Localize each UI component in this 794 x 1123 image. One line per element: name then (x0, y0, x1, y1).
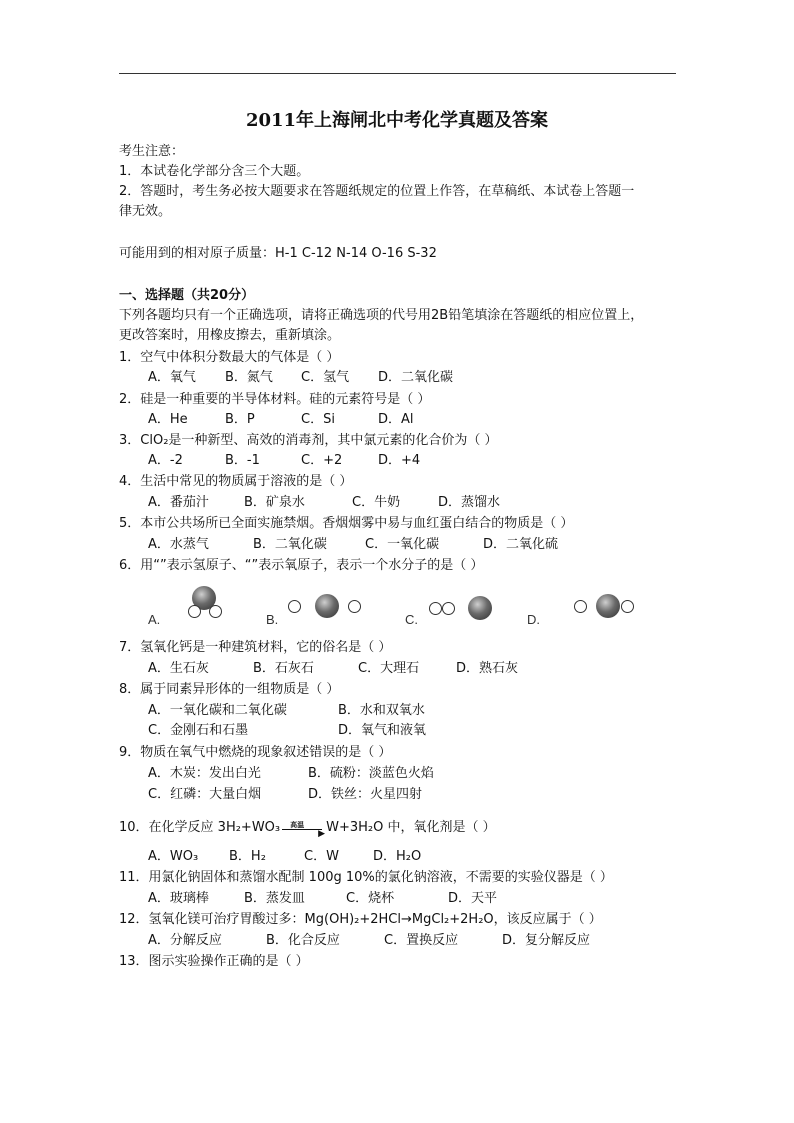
option-label: D. (527, 612, 540, 627)
oxygen-atom-icon (596, 594, 620, 618)
option: A．生石灰 (148, 661, 209, 676)
option: D．铁丝：火星四射 (308, 787, 423, 802)
option: C．W (304, 849, 339, 864)
option: A．木炭：发出白光 (148, 766, 261, 781)
hydrogen-atom-icon (348, 600, 361, 613)
option: A．一氧化碳和二氧化碳 (148, 703, 287, 718)
reaction-condition: 高温 (290, 820, 305, 829)
page-title: 2011年上海闸北中考化学真题及答案 (245, 110, 549, 131)
option: B．水和双氧水 (338, 703, 425, 718)
question-12: 12．氢氧化镁可治疗胃酸过多：Mg(OH)₂+2HCl→MgCl₂+2H₂O，该反应属于（ ） (119, 912, 602, 927)
option: D．蒸馏水 (438, 495, 501, 510)
question-8: 8．属于同素异形体的一组物质是（ ） (119, 682, 340, 697)
option: A．番茄汁 (148, 495, 209, 510)
molecule-option-b (266, 586, 366, 630)
option: C．氢气 (301, 370, 350, 385)
option: B．化合反应 (266, 933, 340, 948)
question-6: 6．用“”表示氢原子、“”表示氧原子，表示一个水分子的是（ ） (119, 558, 484, 573)
option: D．二氧化硫 (483, 537, 559, 552)
question-10-reactants: 10．在化学反应 3H₂+WO₃ (119, 820, 281, 835)
section1-intro-1: 下列各题均只有一个正确选项，请将正确选项的代号用2B铅笔填涂在答题纸的相应位置上， (119, 308, 644, 323)
hydrogen-atom-icon (442, 602, 455, 615)
hydrogen-atom-icon (188, 605, 201, 618)
option: B．蒸发皿 (244, 891, 305, 906)
option-label: B. (266, 612, 279, 627)
option: C．金刚石和石墨 (148, 723, 249, 738)
question-10 (119, 818, 496, 838)
question-3: 3．ClO₂是一种新型、高效的消毒剂，其中氯元素的化合价为（ ） (119, 433, 498, 448)
option: D．氧气和液氧 (338, 723, 427, 738)
option: C．一氧化碳 (365, 537, 440, 552)
question-13: 13．图示实验操作正确的是（ ） (119, 954, 309, 969)
option: D．+4 (378, 453, 421, 468)
option: D．Al (378, 412, 414, 427)
question-10-products: W+3H₂O 中，氧化剂是（ ） (326, 820, 496, 835)
question-1: 1．空气中体积分数最大的气体是（ ） (119, 350, 340, 365)
option: C．置换反应 (384, 933, 459, 948)
option: B．石灰石 (253, 661, 314, 676)
option: C．烧杯 (346, 891, 395, 906)
question-9: 9．物质在氧气中燃烧的现象叙述错误的是（ ） (119, 745, 392, 760)
option: B．氮气 (225, 370, 273, 385)
option: A．水蒸气 (148, 537, 209, 552)
hydrogen-atom-icon (574, 600, 587, 613)
reaction-arrow-icon: 高温 ▶ (280, 821, 326, 835)
option-label: A. (148, 612, 161, 627)
question-11: 11．用氯化钠固体和蒸馏水配制 100g 10%的氯化钠溶液，不需要的实验仪器是（ ） (119, 870, 613, 885)
option: C．牛奶 (352, 495, 401, 510)
question-2: 2．硅是一种重要的半导体材料。硅的元素符号是（ ） (119, 392, 431, 407)
hydrogen-atom-icon (429, 602, 442, 615)
question-7: 7．氢氧化钙是一种建筑材料，它的俗名是（ ） (119, 640, 392, 655)
option: A．氧气 (148, 370, 196, 385)
option: C．+2 (301, 453, 343, 468)
option: B．二氧化碳 (253, 537, 327, 552)
option: A．玻璃棒 (148, 891, 209, 906)
option: A．分解反应 (148, 933, 222, 948)
hydrogen-atom-icon (288, 600, 301, 613)
option: B．-1 (225, 453, 260, 468)
oxygen-atom-icon (468, 596, 492, 620)
option: D．熟石灰 (456, 661, 519, 676)
option: D．天平 (448, 891, 498, 906)
option: A．-2 (148, 453, 183, 468)
notice-line-1: 1．本试卷化学部分含三个大题。 (119, 164, 310, 179)
hydrogen-atom-icon (621, 600, 634, 613)
option-label: C. (405, 612, 418, 627)
atomic-mass-line: 可能用到的相对原子质量：H-1 C-12 N-14 O-16 S-32 (119, 246, 437, 261)
option: B．硫粉：淡蓝色火焰 (308, 766, 434, 781)
question-5: 5．本市公共场所已全面实施禁烟。香烟烟雾中易与血红蛋白结合的物质是（ ） (119, 516, 574, 531)
molecule-option-a (148, 586, 238, 630)
molecule-option-d (527, 586, 647, 630)
option: C．大理石 (358, 661, 420, 676)
notice-line-2: 2．答题时，考生务必按大题要求在答题纸规定的位置上作答，在草稿纸、本试卷上答题一 (119, 184, 635, 199)
option: C．Si (301, 412, 335, 427)
option: D．复分解反应 (502, 933, 591, 948)
option: A．He (148, 412, 188, 427)
question-4: 4．生活中常见的物质属于溶液的是（ ） (119, 474, 353, 489)
oxygen-atom-icon (315, 594, 339, 618)
section1-title: 一、选择题（共20分） (119, 288, 255, 303)
option: D．H₂O (373, 849, 422, 864)
option: B．矿泉水 (244, 495, 305, 510)
option: B．H₂ (229, 849, 266, 864)
header-rule (119, 73, 676, 74)
section1-intro-2: 更改答案时，用橡皮擦去，重新填涂。 (119, 328, 341, 343)
hydrogen-atom-icon (209, 605, 222, 618)
molecule-option-c (405, 586, 505, 630)
option: A．WO₃ (148, 849, 199, 864)
notice-line-3: 律无效。 (119, 204, 172, 219)
option: C．红磷：大量白烟 (148, 787, 262, 802)
option: B．P (225, 412, 255, 427)
option: D．二氧化碳 (378, 370, 454, 385)
notice-heading: 考生注意： (119, 144, 185, 159)
